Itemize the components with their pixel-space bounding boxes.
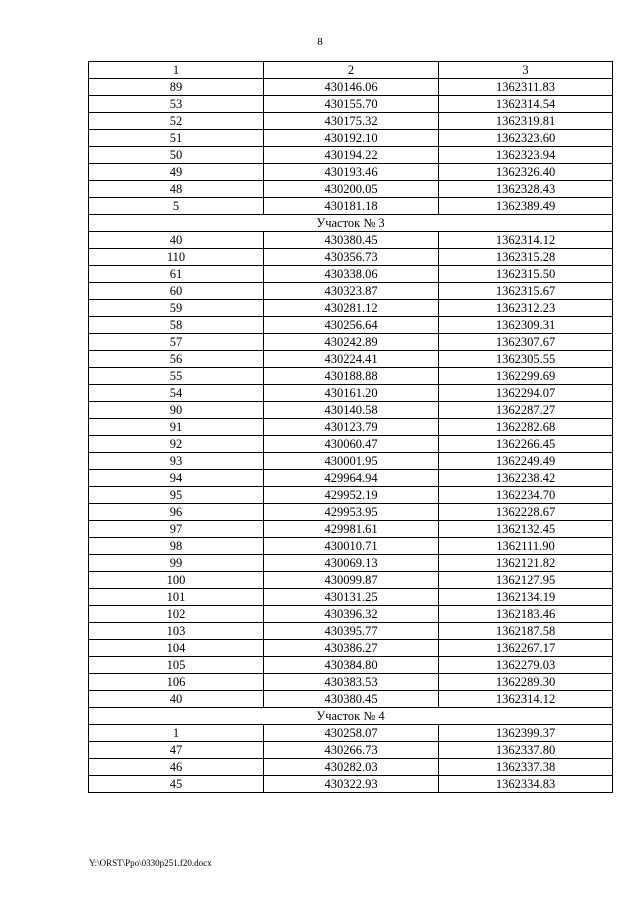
table-row (89, 402, 613, 419)
table-row (89, 249, 613, 266)
point-number-cell: 60 (89, 283, 264, 300)
point-number-cell: 56 (89, 351, 264, 368)
table-row (89, 96, 613, 113)
y-coordinate-cell: 1362299.69 (439, 368, 613, 385)
table-row (89, 674, 613, 691)
table-row (89, 623, 613, 640)
y-coordinate-cell: 1362312.23 (439, 300, 613, 317)
x-coordinate-cell: 430192.10 (264, 130, 439, 147)
x-coordinate-cell: 430200.05 (264, 181, 439, 198)
table-row (89, 266, 613, 283)
table-row (89, 300, 613, 317)
y-coordinate-cell: 1362234.70 (439, 487, 613, 504)
point-number-cell: 101 (89, 589, 264, 606)
table-row (89, 538, 613, 555)
y-coordinate-cell: 1362323.60 (439, 130, 613, 147)
table-row (89, 113, 613, 130)
x-coordinate-cell: 430099.87 (264, 572, 439, 589)
x-coordinate-cell: 429953.95 (264, 504, 439, 521)
x-coordinate-cell: 430380.45 (264, 232, 439, 249)
y-coordinate-cell: 1362294.07 (439, 385, 613, 402)
table-row (89, 436, 613, 453)
section-header-row (89, 215, 613, 232)
y-coordinate-cell: 1362134.19 (439, 589, 613, 606)
point-number-cell: 95 (89, 487, 264, 504)
table-row (89, 742, 613, 759)
x-coordinate-cell: 430386.27 (264, 640, 439, 657)
point-number-cell: 5 (89, 198, 264, 215)
column-header-1: 1 (89, 62, 264, 79)
point-number-cell: 61 (89, 266, 264, 283)
point-number-cell: 106 (89, 674, 264, 691)
table-row (89, 317, 613, 334)
table-row (89, 334, 613, 351)
table-row (89, 419, 613, 436)
y-coordinate-cell: 1362249.49 (439, 453, 613, 470)
point-number-cell: 57 (89, 334, 264, 351)
x-coordinate-cell: 430395.77 (264, 623, 439, 640)
y-coordinate-cell: 1362314.12 (439, 232, 613, 249)
x-coordinate-cell: 430384.80 (264, 657, 439, 674)
point-number-cell: 110 (89, 249, 264, 266)
point-number-cell: 46 (89, 759, 264, 776)
x-coordinate-cell: 430193.46 (264, 164, 439, 181)
y-coordinate-cell: 1362315.67 (439, 283, 613, 300)
table-row (89, 487, 613, 504)
x-coordinate-cell: 430338.06 (264, 266, 439, 283)
point-number-cell: 40 (89, 691, 264, 708)
y-coordinate-cell: 1362132.45 (439, 521, 613, 538)
y-coordinate-cell: 1362309.31 (439, 317, 613, 334)
x-coordinate-cell: 430194.22 (264, 147, 439, 164)
x-coordinate-cell: 430242.89 (264, 334, 439, 351)
coordinates-table (88, 61, 613, 793)
table-row (89, 164, 613, 181)
y-coordinate-cell: 1362267.17 (439, 640, 613, 657)
point-number-cell: 90 (89, 402, 264, 419)
point-number-cell: 105 (89, 657, 264, 674)
table-row (89, 776, 613, 793)
x-coordinate-cell: 430146.06 (264, 79, 439, 96)
point-number-cell: 104 (89, 640, 264, 657)
x-coordinate-cell: 430380.45 (264, 691, 439, 708)
y-coordinate-cell: 1362111.90 (439, 538, 613, 555)
y-coordinate-cell: 1362323.94 (439, 147, 613, 164)
x-coordinate-cell: 430161.20 (264, 385, 439, 402)
x-coordinate-cell: 430266.73 (264, 742, 439, 759)
point-number-cell: 103 (89, 623, 264, 640)
table-row (89, 385, 613, 402)
point-number-cell: 47 (89, 742, 264, 759)
table-row (89, 181, 613, 198)
table-row (89, 572, 613, 589)
x-coordinate-cell: 430396.32 (264, 606, 439, 623)
x-coordinate-cell: 429952.19 (264, 487, 439, 504)
point-number-cell: 91 (89, 419, 264, 436)
x-coordinate-cell: 430383.53 (264, 674, 439, 691)
point-number-cell: 59 (89, 300, 264, 317)
point-number-cell: 102 (89, 606, 264, 623)
x-coordinate-cell: 430258.07 (264, 725, 439, 742)
point-number-cell: 54 (89, 385, 264, 402)
y-coordinate-cell: 1362314.54 (439, 96, 613, 113)
x-coordinate-cell: 430281.12 (264, 300, 439, 317)
y-coordinate-cell: 1362326.40 (439, 164, 613, 181)
x-coordinate-cell: 430188.88 (264, 368, 439, 385)
y-coordinate-cell: 1362311.83 (439, 79, 613, 96)
point-number-cell: 98 (89, 538, 264, 555)
y-coordinate-cell: 1362305.55 (439, 351, 613, 368)
x-coordinate-cell: 430356.73 (264, 249, 439, 266)
y-coordinate-cell: 1362334.83 (439, 776, 613, 793)
y-coordinate-cell: 1362289.30 (439, 674, 613, 691)
x-coordinate-cell: 430322.93 (264, 776, 439, 793)
point-number-cell: 52 (89, 113, 264, 130)
table-row (89, 147, 613, 164)
x-coordinate-cell: 430069.13 (264, 555, 439, 572)
point-number-cell: 1 (89, 725, 264, 742)
x-coordinate-cell: 429964.94 (264, 470, 439, 487)
x-coordinate-cell: 430181.18 (264, 198, 439, 215)
table-row (89, 283, 613, 300)
y-coordinate-cell: 1362399.37 (439, 725, 613, 742)
x-coordinate-cell: 430155.70 (264, 96, 439, 113)
table-row (89, 521, 613, 538)
table-row (89, 470, 613, 487)
point-number-cell: 48 (89, 181, 264, 198)
x-coordinate-cell: 430010.71 (264, 538, 439, 555)
y-coordinate-cell: 1362282.68 (439, 419, 613, 436)
y-coordinate-cell: 1362238.42 (439, 470, 613, 487)
x-coordinate-cell: 430123.79 (264, 419, 439, 436)
y-coordinate-cell: 1362279.03 (439, 657, 613, 674)
x-coordinate-cell: 429981.61 (264, 521, 439, 538)
table-row (89, 606, 613, 623)
y-coordinate-cell: 1362287.27 (439, 402, 613, 419)
page-number: 8 (317, 36, 323, 48)
table-row (89, 691, 613, 708)
y-coordinate-cell: 1362183.46 (439, 606, 613, 623)
table-row (89, 453, 613, 470)
y-coordinate-cell: 1362228.67 (439, 504, 613, 521)
table-row (89, 232, 613, 249)
table-row (89, 198, 613, 215)
y-coordinate-cell: 1362314.12 (439, 691, 613, 708)
point-number-cell: 45 (89, 776, 264, 793)
y-coordinate-cell: 1362266.45 (439, 436, 613, 453)
table-row (89, 504, 613, 521)
point-number-cell: 53 (89, 96, 264, 113)
section-header-row (89, 708, 613, 725)
y-coordinate-cell: 1362187.58 (439, 623, 613, 640)
y-coordinate-cell: 1362121.82 (439, 555, 613, 572)
point-number-cell: 93 (89, 453, 264, 470)
y-coordinate-cell: 1362315.28 (439, 249, 613, 266)
column-header-2: 2 (264, 62, 439, 79)
x-coordinate-cell: 430131.25 (264, 589, 439, 606)
table-row (89, 351, 613, 368)
point-number-cell: 50 (89, 147, 264, 164)
table-row (89, 759, 613, 776)
y-coordinate-cell: 1362337.80 (439, 742, 613, 759)
point-number-cell: 96 (89, 504, 264, 521)
column-header-3: 3 (439, 62, 613, 79)
y-coordinate-cell: 1362337.38 (439, 759, 613, 776)
x-coordinate-cell: 430001.95 (264, 453, 439, 470)
table-row (89, 368, 613, 385)
table-row (89, 657, 613, 674)
point-number-cell: 100 (89, 572, 264, 589)
x-coordinate-cell: 430175.32 (264, 113, 439, 130)
y-coordinate-cell: 1362127.95 (439, 572, 613, 589)
table-row (89, 725, 613, 742)
point-number-cell: 92 (89, 436, 264, 453)
y-coordinate-cell: 1362389.49 (439, 198, 613, 215)
point-number-cell: 40 (89, 232, 264, 249)
point-number-cell: 49 (89, 164, 264, 181)
table-row (89, 79, 613, 96)
footer-file-path: Y:\ORST\Ppo\0330p251.f20.docx (89, 858, 212, 868)
point-number-cell: 99 (89, 555, 264, 572)
table-body (89, 79, 613, 793)
table-row (89, 555, 613, 572)
x-coordinate-cell: 430060.47 (264, 436, 439, 453)
x-coordinate-cell: 430224.41 (264, 351, 439, 368)
table-row (89, 589, 613, 606)
y-coordinate-cell: 1362315.50 (439, 266, 613, 283)
section-title: Участок № 4 (89, 708, 613, 725)
table-header-row (89, 62, 613, 79)
x-coordinate-cell: 430282.03 (264, 759, 439, 776)
point-number-cell: 55 (89, 368, 264, 385)
point-number-cell: 89 (89, 79, 264, 96)
y-coordinate-cell: 1362319.81 (439, 113, 613, 130)
table-row (89, 640, 613, 657)
table-row (89, 130, 613, 147)
point-number-cell: 97 (89, 521, 264, 538)
point-number-cell: 58 (89, 317, 264, 334)
y-coordinate-cell: 1362307.67 (439, 334, 613, 351)
y-coordinate-cell: 1362328.43 (439, 181, 613, 198)
x-coordinate-cell: 430140.58 (264, 402, 439, 419)
point-number-cell: 94 (89, 470, 264, 487)
x-coordinate-cell: 430256.64 (264, 317, 439, 334)
section-title: Участок № 3 (89, 215, 613, 232)
x-coordinate-cell: 430323.87 (264, 283, 439, 300)
point-number-cell: 51 (89, 130, 264, 147)
